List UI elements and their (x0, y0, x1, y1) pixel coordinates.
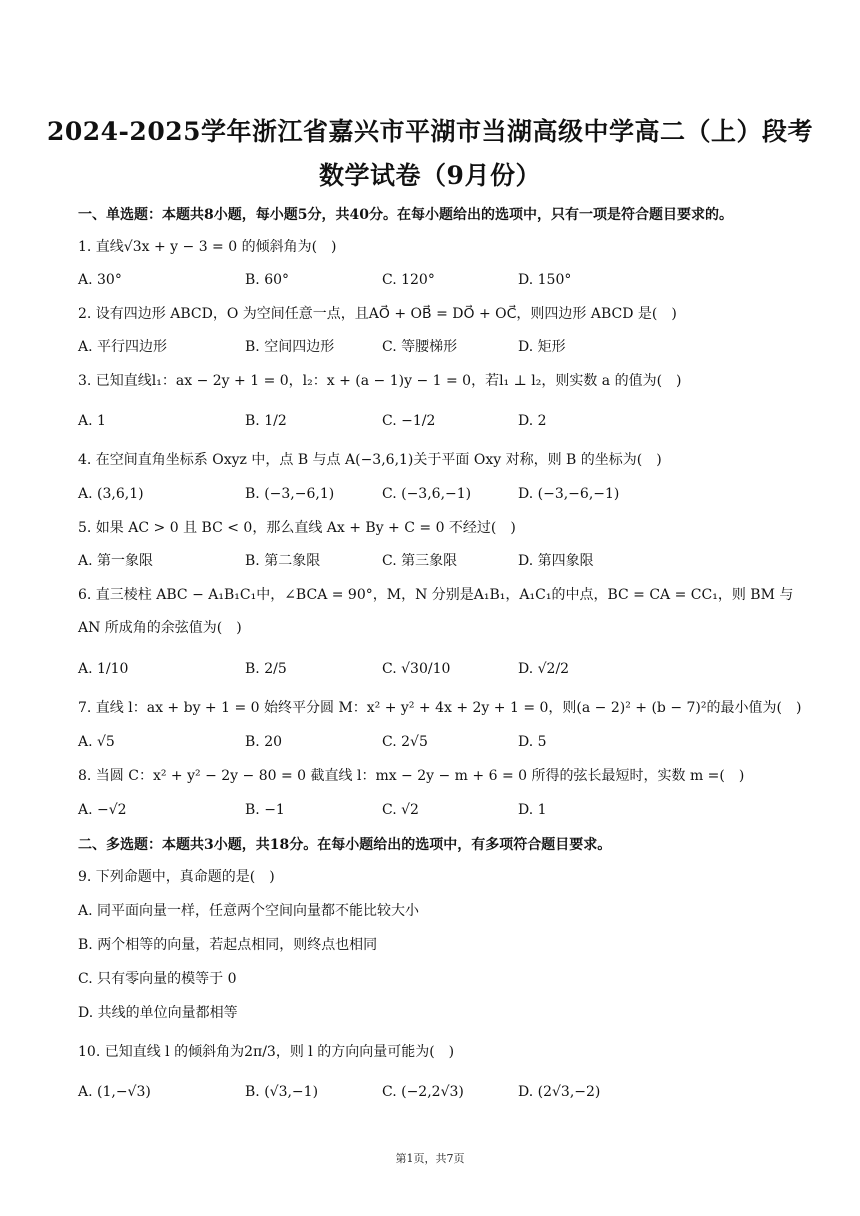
question-6-option-a: A. 1/10 (78, 661, 129, 677)
question-8-option-a: A. −√2 (78, 802, 127, 818)
section-heading-single-choice: 一、单选题：本题共8小题，每小题5分，共40分。在每小题给出的选项中，只有一项是符合题目要求的。 (78, 207, 733, 223)
question-1-option-b: B. 60° (245, 272, 290, 288)
question-8-option-c: C. √2 (382, 802, 419, 818)
question-6-stem: 6. 直三棱柱 ABC − A₁B₁C₁中，∠BCA = 90°，M，N 分别是A₁B₁，A₁C₁的中点，BC = CA = CC₁，则 BM 与 (78, 587, 794, 603)
question-6-option-b: B. 2/5 (245, 661, 287, 677)
question-9-option-c: C. 只有零向量的模等于 0 (78, 971, 237, 987)
question-10-option-a: A. (1,−√3) (78, 1084, 151, 1100)
question-4-stem: 4. 在空间直角坐标系 Oxyz 中，点 B 与点 A(−3,6,1)关于平面 Oxy 对称，则 B 的坐标为( ) (78, 452, 662, 468)
question-5-option-b: B. 第二象限 (245, 553, 321, 569)
question-6-stem-continued: AN 所成角的余弦值为( ) (78, 620, 242, 636)
question-4-option-b: B. (−3,−6,1) (245, 486, 335, 502)
question-1-option-a: A. 30° (78, 272, 122, 288)
question-10-option-b: B. (√3,−1) (245, 1084, 319, 1100)
question-6-option-d: D. √2/2 (518, 661, 570, 677)
question-9-option-b: B. 两个相等的向量，若起点相同，则终点也相同 (78, 937, 378, 953)
question-8-option-b: B. −1 (245, 802, 285, 818)
question-3-option-d: D. 2 (518, 413, 547, 429)
section-heading-multiple-choice: 二、多选题：本题共3小题，共18分。在每小题给出的选项中，有多项符合题目要求。 (78, 837, 612, 853)
question-1-stem: 1. 直线√3x + y − 3 = 0 的倾斜角为( ) (78, 239, 337, 255)
question-5-option-c: C. 第三象限 (382, 553, 458, 569)
question-5-option-d: D. 第四象限 (518, 553, 594, 569)
question-2-option-d: D. 矩形 (518, 339, 566, 355)
question-2-stem: 2. 设有四边形 ABCD，O 为空间任意一点，且AO⃗ + OB⃗ = DO⃗ + OC⃗，则四边形 ABCD 是( ) (78, 306, 677, 322)
question-8-stem: 8. 当圆 C：x² + y² − 2y − 80 = 0 截直线 l：mx − 2y − m + 6 = 0 所得的弦长最短时，实数 m =( ) (78, 768, 745, 784)
question-3-option-a: A. 1 (78, 413, 106, 429)
question-1-option-c: C. 120° (382, 272, 435, 288)
page-footer: 第1页，共7页 (395, 1152, 465, 1165)
question-4-option-d: D. (−3,−6,−1) (518, 486, 620, 502)
question-7-stem: 7. 直线 l：ax + by + 1 = 0 始终平分圆 M：x² + y² + 4x + 2y + 1 = 0，则(a − 2)² + (b − 7)²的最小值为( ) (78, 700, 802, 716)
question-7-option-a: A. √5 (78, 734, 115, 750)
question-9-option-a: A. 同平面向量一样，任意两个空间向量都不能比较大小 (78, 903, 420, 919)
question-5-option-a: A. 第一象限 (78, 553, 154, 569)
question-2-option-b: B. 空间四边形 (245, 339, 335, 355)
question-9-stem: 9. 下列命题中，真命题的是( ) (78, 869, 275, 885)
question-3-option-c: C. −1/2 (382, 413, 436, 429)
question-2-option-c: C. 等腰梯形 (382, 339, 458, 355)
question-4-option-c: C. (−3,6,−1) (382, 486, 472, 502)
question-2-option-a: A. 平行四边形 (78, 339, 168, 355)
question-10-option-c: C. (−2,2√3) (382, 1084, 464, 1100)
question-7-option-b: B. 20 (245, 734, 283, 750)
question-1-option-d: D. 150° (518, 272, 572, 288)
question-7-option-c: C. 2√5 (382, 734, 428, 750)
question-3-stem: 3. 已知直线l₁：ax − 2y + 1 = 0，l₂：x + (a − 1)y − 1 = 0，若l₁ ⊥ l₂，则实数 a 的值为( ) (78, 373, 682, 389)
question-4-option-a: A. (3,6,1) (78, 486, 144, 502)
question-10-option-d: D. (2√3,−2) (518, 1084, 601, 1100)
question-9-option-d: D. 共线的单位向量都相等 (78, 1005, 238, 1021)
exam-subtitle: 数学试卷（9月份） (319, 161, 541, 190)
question-8-option-d: D. 1 (518, 802, 547, 818)
question-5-stem: 5. 如果 AC > 0 且 BC < 0，那么直线 Ax + By + C = 0 不经过( ) (78, 520, 516, 536)
question-10-stem: 10. 已知直线 l 的倾斜角为2π/3，则 l 的方向向量可能为( ) (78, 1044, 455, 1060)
question-6-option-c: C. √30/10 (382, 661, 451, 677)
question-7-option-d: D. 5 (518, 734, 547, 750)
exam-title: 2024-2025学年浙江省嘉兴市平湖市当湖高级中学高二（上）段考 (46, 117, 814, 146)
question-3-option-b: B. 1/2 (245, 413, 287, 429)
